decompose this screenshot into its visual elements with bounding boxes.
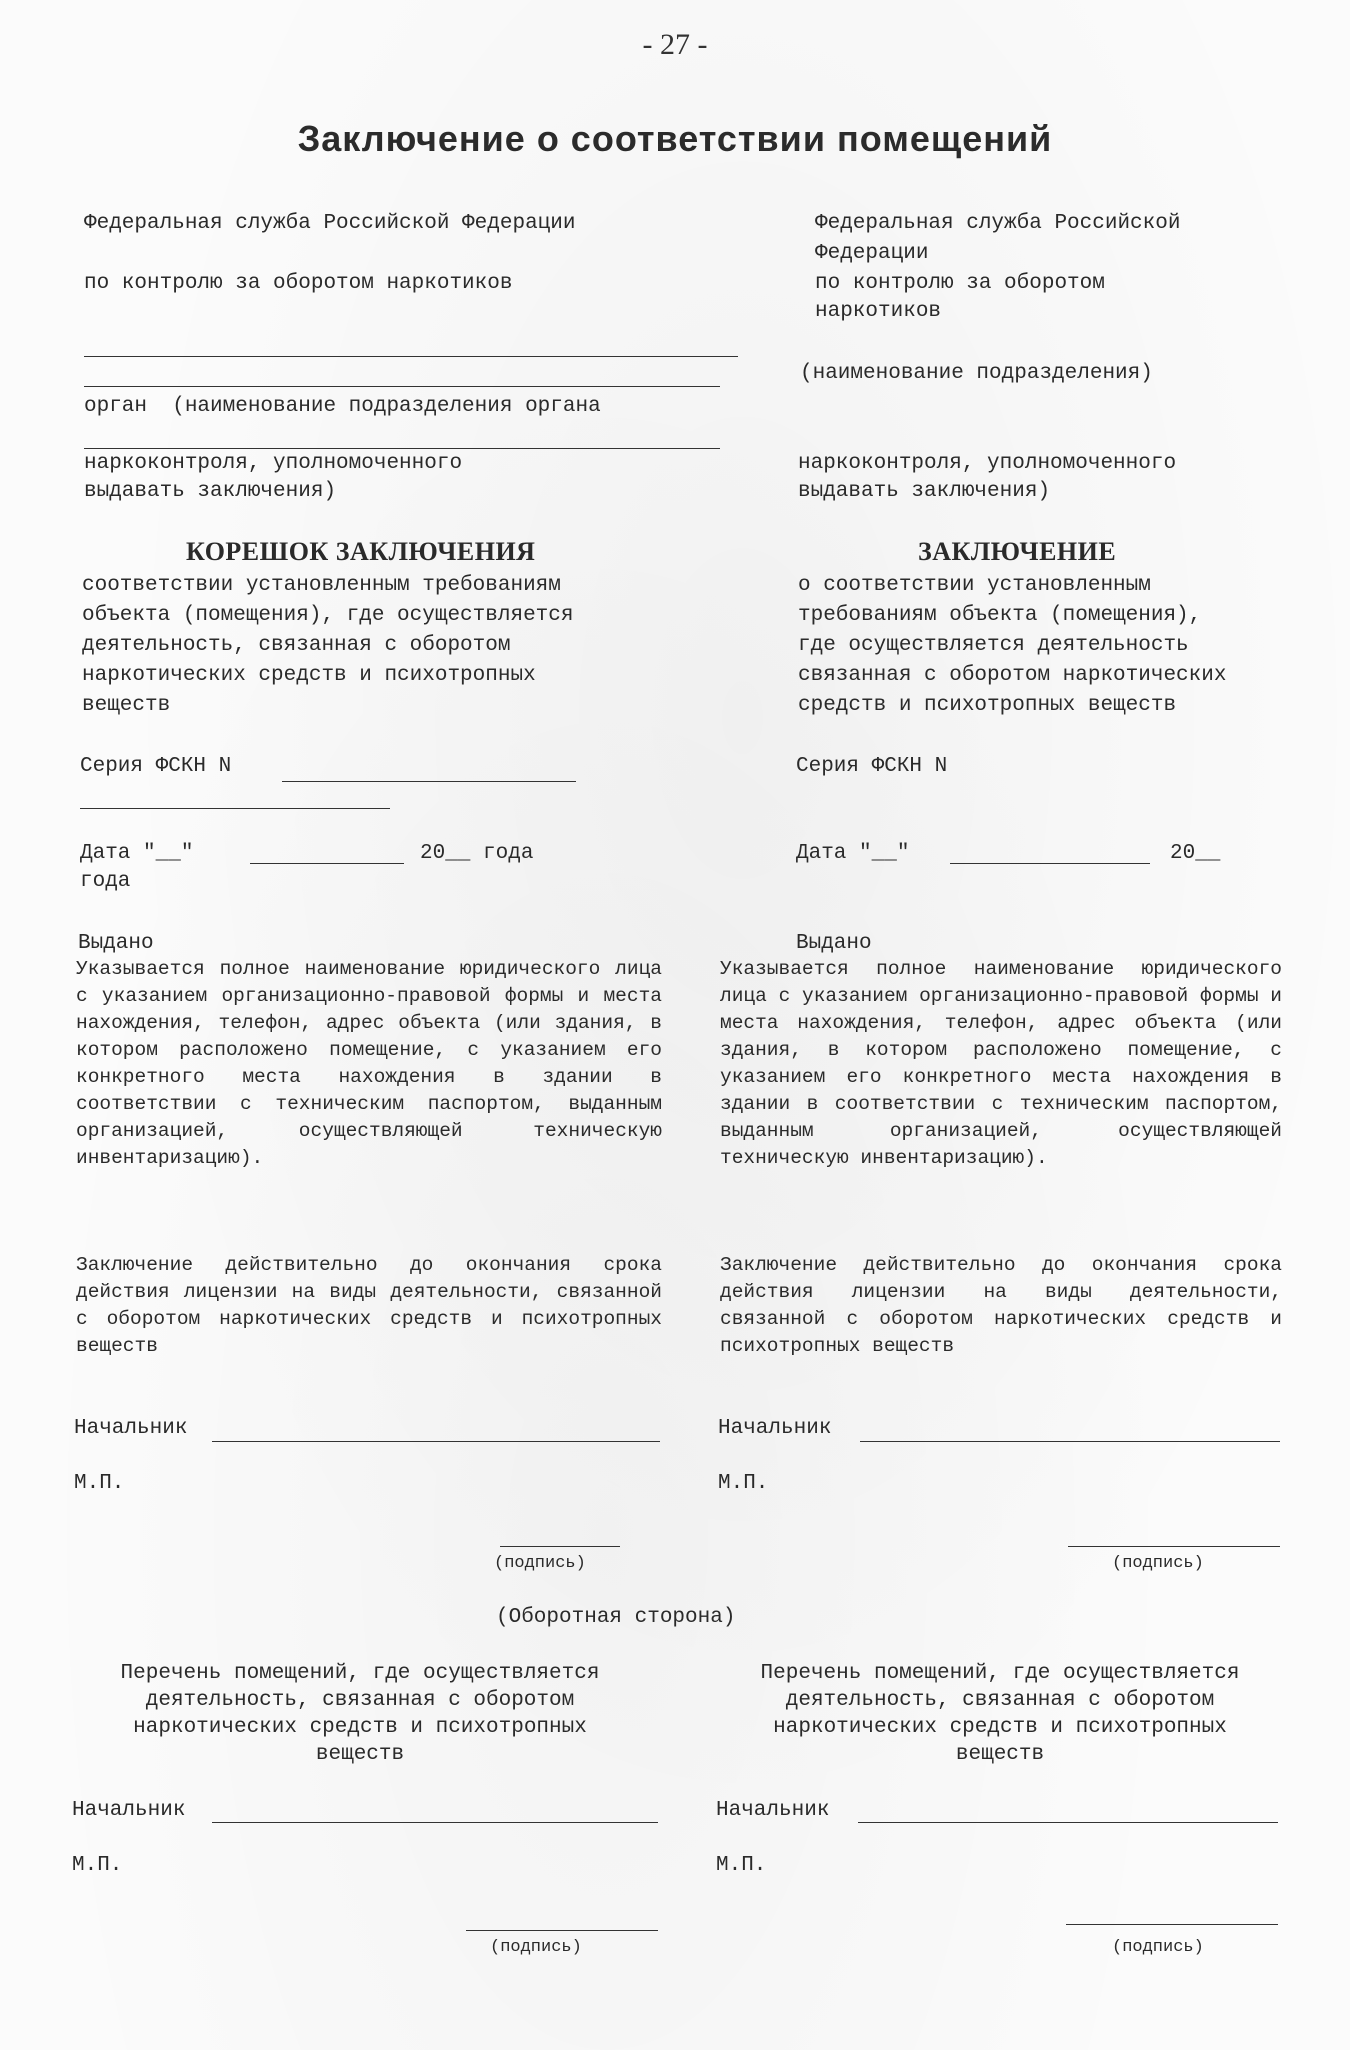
- left-naroko-line1: наркоконтроля, уполномоченного: [84, 452, 463, 475]
- left-blank-line-1: [84, 356, 738, 357]
- left-organ-label: орган (наименование подразделения органа: [84, 395, 601, 418]
- reverse-right-signature-line[interactable]: [1066, 1924, 1278, 1925]
- right-desc-line-2: требованиям объекта (помещения),: [798, 604, 1202, 627]
- reverse-left-list-line-3: наркотических средств и психотропных: [133, 1716, 587, 1739]
- reverse-right-signature-label: (подпись): [1112, 1938, 1204, 1957]
- right-naroko-line1: наркоконтроля, уполномоченного: [798, 452, 1177, 475]
- right-desc-line-1: о соответствии установленным: [798, 574, 1151, 597]
- left-chief-field[interactable]: [212, 1441, 660, 1442]
- right-subdivision-label: (наименование подразделения): [800, 362, 1153, 385]
- page-number: - 27 -: [642, 28, 708, 61]
- reverse-side-label: (Оборотная сторона): [496, 1606, 736, 1629]
- left-issued-label: Выдано: [78, 932, 154, 955]
- right-signature-line[interactable]: [1068, 1546, 1280, 1547]
- reverse-right-list-line-2: деятельность, связанная с оборотом: [785, 1689, 1215, 1712]
- right-issued-label: Выдано: [796, 932, 872, 955]
- left-date-label: Дата "__": [80, 842, 194, 865]
- left-series-field[interactable]: [282, 781, 576, 782]
- right-series-label: Серия ФСКН N: [796, 755, 948, 778]
- document-title: Заключение о соответствии помещений: [297, 118, 1053, 159]
- reverse-right-stamp-label: М.П.: [716, 1854, 767, 1877]
- reverse-right-chief-label: Начальник: [716, 1799, 830, 1822]
- right-heading: ЗАКЛЮЧЕНИЕ: [918, 537, 1117, 566]
- right-org-line4: наркотиков: [815, 300, 942, 323]
- left-heading: КОРЕШОК ЗАКЛЮЧЕНИЯ: [186, 537, 536, 566]
- left-signature-line[interactable]: [500, 1546, 620, 1547]
- reverse-left-list-line-2: деятельность, связанная с оборотом: [145, 1689, 575, 1712]
- left-series-field-continued[interactable]: [80, 808, 390, 809]
- reverse-left-stamp-label: М.П.: [72, 1854, 123, 1877]
- left-stamp-label: М.П.: [74, 1472, 125, 1495]
- right-chief-label: Начальник: [718, 1417, 832, 1440]
- left-date-month-field[interactable]: [250, 863, 404, 864]
- reverse-right-list-line-4: веществ: [955, 1743, 1045, 1766]
- left-org-line2: по контролю за оборотом наркотиков: [84, 272, 513, 295]
- left-naroko-line2: выдавать заключения): [84, 480, 337, 503]
- left-issued-text: Указывается полное наименование юридического лица с указанием организационно-правовой формы и места нахождения, телефон, адрес объекта (или здания, в котором расположено помещение, с указанием его конкретного места нахождения в здании в соответствии с техническим паспортом, выданным организацией, осуществляющей техническую инвентаризацию).: [76, 958, 662, 1169]
- right-stamp-label: М.П.: [718, 1472, 769, 1495]
- right-validity-text: Заключение действительно до окончания срока действия лицензии на виды деятельности, связанной с оборотом наркотических средств и психотропных веществ: [720, 1254, 1282, 1357]
- reverse-left-signature-label: (подпись): [490, 1938, 582, 1957]
- right-date-year: 20__: [1170, 842, 1221, 865]
- right-naroko-line2: выдавать заключения): [798, 480, 1051, 503]
- right-desc-line-5: средств и психотропных веществ: [798, 694, 1177, 717]
- left-date-year-wrap: года: [80, 870, 131, 893]
- right-desc-line-4: связанная с оборотом наркотических: [798, 664, 1227, 687]
- left-org-line1: Федеральная служба Российской Федерации: [84, 212, 576, 235]
- right-org-line2: Федерации: [815, 242, 929, 265]
- left-desc-line-4: наркотических средств и психотропных: [82, 664, 536, 687]
- left-desc-line-5: веществ: [82, 694, 171, 717]
- left-blank-line-3: [84, 448, 720, 449]
- left-desc-line-2: объекта (помещения), где осуществляется: [82, 604, 574, 627]
- left-signature-label: (подпись): [494, 1554, 586, 1573]
- reverse-right-list-line-3: наркотических средств и психотропных: [773, 1716, 1227, 1739]
- reverse-left-signature-line[interactable]: [466, 1930, 658, 1931]
- reverse-left-list-line-1: Перечень помещений, где осуществляется: [120, 1662, 600, 1685]
- left-desc-line-3: деятельность, связанная с оборотом: [82, 634, 511, 657]
- right-org-line3: по контролю за оборотом: [815, 272, 1105, 295]
- reverse-left-chief-label: Начальник: [72, 1799, 186, 1822]
- left-chief-label: Начальник: [74, 1417, 188, 1440]
- reverse-left-list-line-4: веществ: [315, 1743, 405, 1766]
- reverse-right-list-line-1: Перечень помещений, где осуществляется: [760, 1662, 1240, 1685]
- left-validity-text: Заключение действительно до окончания срока действия лицензии на виды деятельности, связанной с оборотом наркотических средств и психотропных веществ: [76, 1254, 662, 1357]
- right-desc-line-3: где осуществляется деятельность: [798, 634, 1189, 657]
- right-date-label: Дата "__": [796, 842, 910, 865]
- left-blank-line-2: [84, 386, 720, 387]
- right-signature-label: (подпись): [1112, 1554, 1204, 1573]
- right-issued-text: Указывается полное наименование юридического лица с указанием организационно-правовой формы и места нахождения, телефон, адрес объекта (или здания, в котором расположено помещение, с указанием его конкретного места нахождения в здании в соответствии с техническим паспортом, выданным организацией, осуществляющей техническую инвентаризацию).: [720, 958, 1282, 1169]
- reverse-left-chief-field[interactable]: [212, 1822, 658, 1823]
- reverse-right-chief-field[interactable]: [858, 1822, 1278, 1823]
- left-series-label: Серия ФСКН N: [80, 755, 232, 778]
- right-date-month-field[interactable]: [950, 863, 1150, 864]
- right-chief-field[interactable]: [860, 1441, 1280, 1442]
- left-desc-line-1: соответствии установленным требованиям: [82, 574, 561, 597]
- right-org-line1: Федеральная служба Российской: [815, 212, 1181, 235]
- left-date-year: 20__ года: [420, 842, 534, 865]
